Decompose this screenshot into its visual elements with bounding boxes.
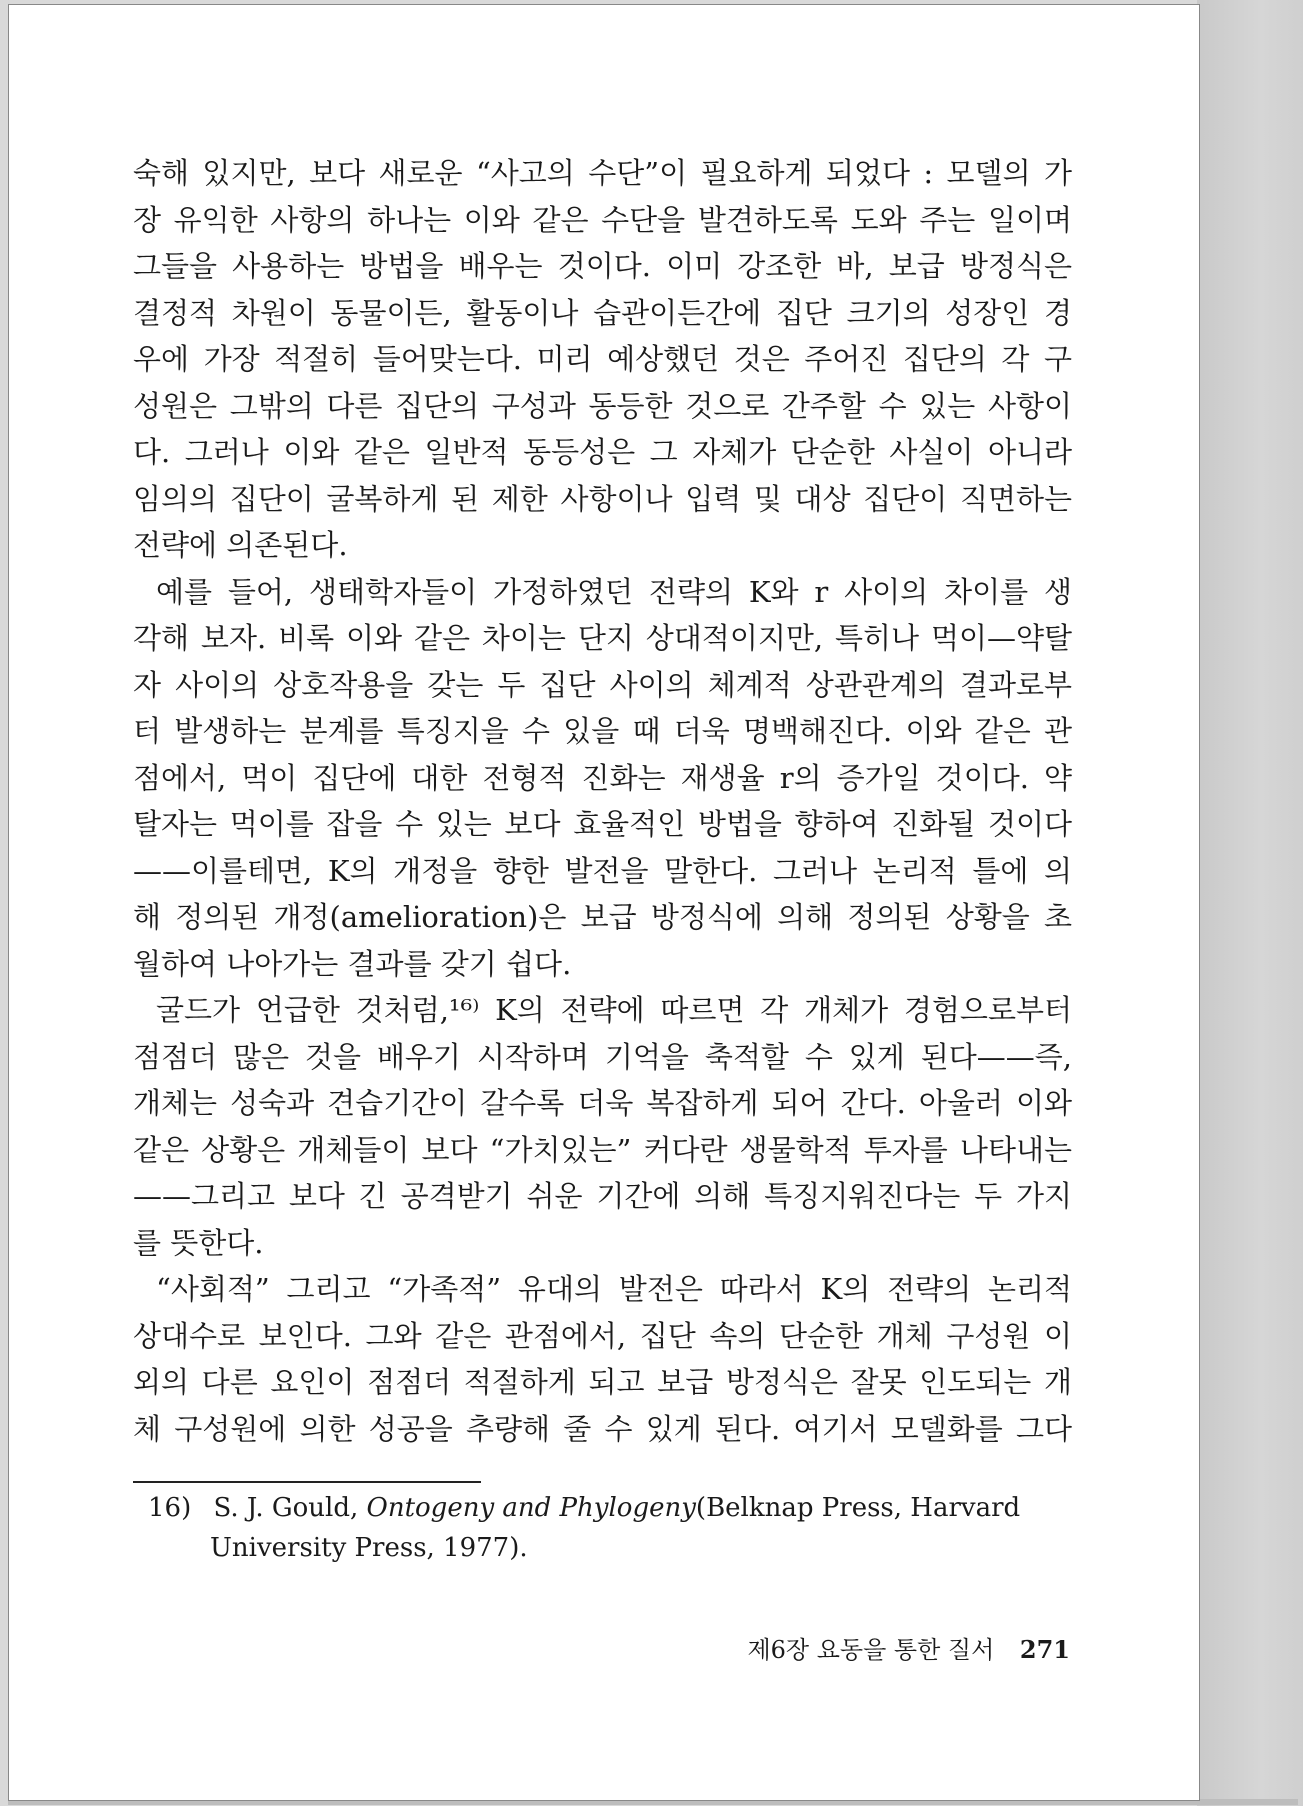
page-number: 271 — [1019, 1635, 1070, 1664]
paragraph — [133, 987, 1072, 1266]
footnote — [148, 1488, 1073, 1568]
running-footer — [700, 1630, 1070, 1665]
text-line: 점점더 많은 것을 배우기 시작하며 기억을 축적할 수 있게 된다——즉, — [133, 1039, 1072, 1074]
paragraph — [133, 569, 1072, 988]
book-page-edge — [1197, 0, 1303, 1806]
text-line: 해 정의된 개정(amelioration)은 보급 방정식에 의해 정의된 상황을 초 — [133, 900, 1072, 934]
text-line: 예를 들어, 생태학자들이 가정하였던 전략의 K와 r 사이의 차이를 생 — [156, 574, 1072, 609]
text-line: 터 발생하는 분계를 특징지을 수 있을 때 더욱 명백해진다. 이와 같은 관 — [133, 714, 1072, 748]
text-line: 외의 다른 요인이 점점더 적절하게 되고 보급 방정식은 잘못 인도되는 개 — [133, 1365, 1072, 1399]
footnote-author: S. J. Gould, — [213, 1493, 359, 1523]
text-line: 자 사이의 상호작용을 갖는 두 집단 사이의 체계적 상관관계의 결과로부 — [133, 667, 1072, 702]
text-line: 전략에 의존된다. — [133, 528, 348, 562]
text-line: 월하여 나아가는 결과를 갖기 쉽다. — [133, 946, 572, 981]
footnote-rule — [133, 1481, 481, 1483]
text-line: 결정적 차원이 동물이든, 활동이나 습관이든간에 집단 크기의 성장인 경 — [133, 295, 1072, 330]
footnote-line — [148, 1488, 1073, 1528]
text-line: 체 구성원에 의한 성공을 추량해 줄 수 있게 된다. 여기서 모델화를 그다 — [133, 1411, 1072, 1446]
text-line: 우에 가장 적절히 들어맞는다. 미리 예상했던 것은 주어진 집단의 각 구 — [133, 342, 1072, 376]
text-line: ——그리고 보다 긴 공격받기 쉬운 기간에 의해 특징지워진다는 두 가지 — [133, 1179, 1072, 1213]
paragraph — [133, 1266, 1072, 1452]
text-line: 점에서, 먹이 집단에 대한 전형적 진화는 재생율 r의 증가일 것이다. 약 — [133, 760, 1072, 795]
text-line: 그들을 사용하는 방법을 배우는 것이다. 이미 강조한 바, 보급 방정식은 — [133, 249, 1072, 283]
text-line: 탈자는 먹이를 잡을 수 있는 보다 효율적인 방법을 향하여 진화될 것이다 — [133, 807, 1072, 841]
text-line: 굴드가 언급한 것처럼,¹⁶⁾ K의 전략에 따르면 각 개체가 경험으로부터 — [156, 993, 1072, 1027]
footnote-publisher: (Belknap Press, Harvard — [695, 1493, 1021, 1523]
body-text — [133, 150, 1072, 1452]
footnote-number: 16) — [148, 1493, 192, 1523]
text-line: 장 유익한 사항의 하나는 이와 같은 수단을 발견하도록 도와 주는 일이며 — [133, 202, 1072, 237]
text-line: 각해 보자. 비록 이와 같은 차이는 단지 상대적이지만, 특히나 먹이—약탈 — [133, 621, 1072, 655]
text-line: 를 뜻한다. — [133, 1225, 264, 1260]
text-line: 상대수로 보인다. 그와 같은 관점에서, 집단 속의 단순한 개체 구성원 이 — [133, 1318, 1072, 1353]
text-line: 개체는 성숙과 견습기간이 갈수록 더욱 복잡하게 되어 간다. 아울러 이와 — [133, 1086, 1072, 1120]
text-line: 성원은 그밖의 다른 집단의 구성과 동등한 것으로 간주할 수 있는 사항이 — [133, 388, 1072, 423]
text-line: 숙해 있지만, 보다 새로운 “사고의 수단”이 필요하게 되었다 : 모델의 가 — [133, 156, 1072, 190]
footnote-line: University Press, 1977). — [210, 1533, 528, 1563]
text-line: ——이를테면, K의 개정을 향한 발전을 말한다. 그러나 논리적 틀에 의 — [133, 853, 1072, 888]
text-line: 임의의 집단이 굴복하게 된 제한 사항이나 입력 및 대상 집단이 직면하는 — [133, 481, 1072, 516]
text-line: “사회적” 그리고 “가족적” 유대의 발전은 따라서 K의 전략의 논리적 — [156, 1272, 1072, 1306]
chapter-title: 제6장 요동을 통한 질서 — [747, 1636, 995, 1664]
text-line: 같은 상황은 개체들이 보다 “가치있는” 커다란 생물학적 투자를 나타내는 — [133, 1132, 1072, 1167]
footnote-title: Ontogeny and Phylogeny — [366, 1493, 696, 1523]
paragraph — [133, 150, 1072, 569]
text-line: 다. 그러나 이와 같은 일반적 동등성은 그 자체가 단순한 사실이 아니라 — [133, 435, 1072, 469]
